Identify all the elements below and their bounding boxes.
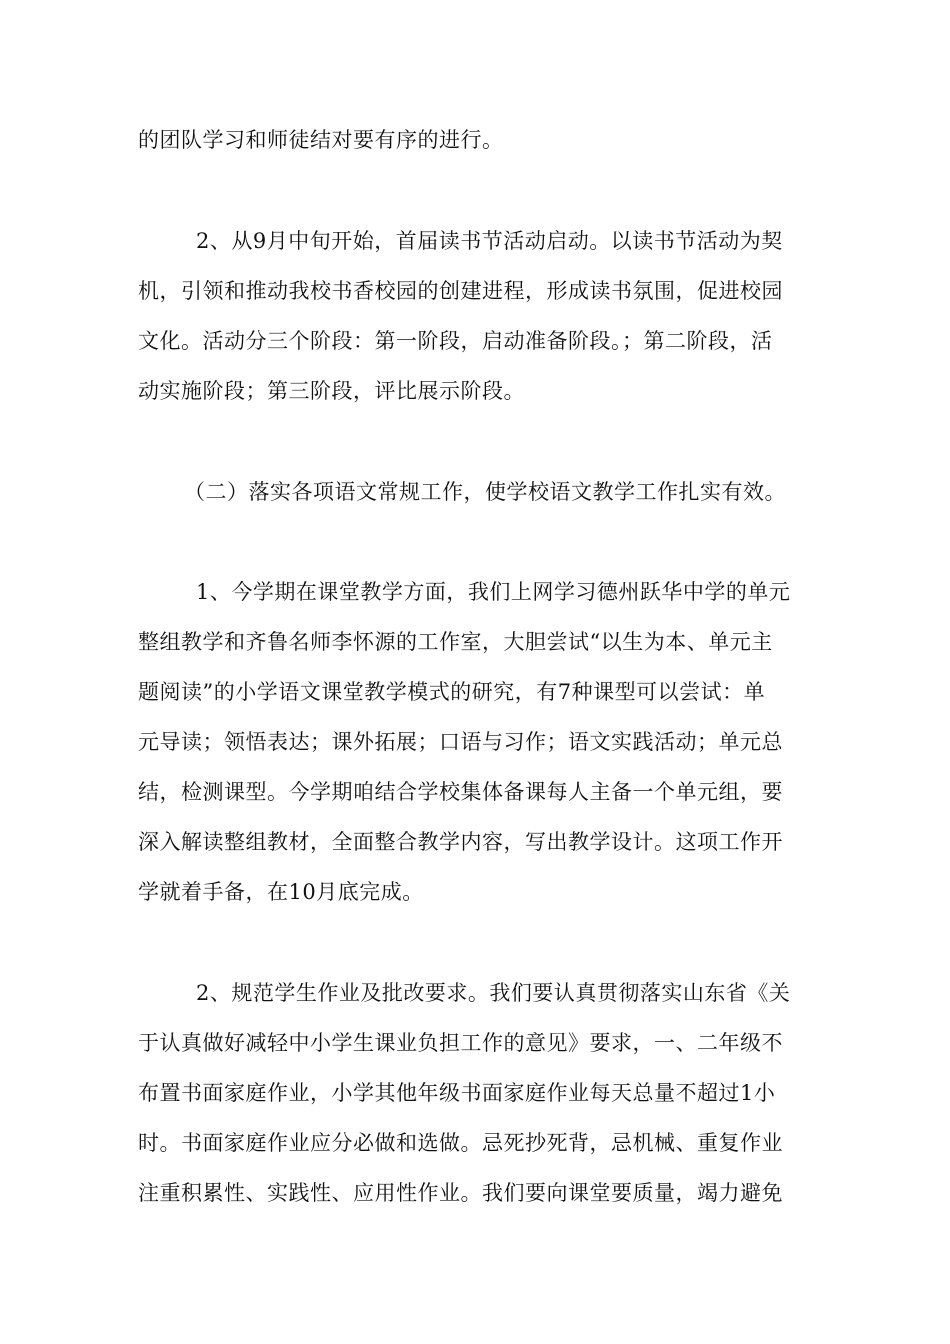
text-line-14: 2、规范学生作业及批改要求。我们要认真贯彻落实山东省《关 xyxy=(196,981,791,1005)
text-line-4: 文化。活动分三个阶段：第一阶段，启动准备阶段。；第二阶段，活 xyxy=(138,329,773,353)
text-line-7: 1、今学期在课堂教学方面，我们上网学习德州跃华中学的单元 xyxy=(196,580,791,604)
text-line-11: 结，检测课型。今学期咱结合学校集体备课每人主备一个单元组，要 xyxy=(138,780,783,804)
text-line-5: 动实施阶段；第三阶段，评比展示阶段。 xyxy=(138,379,525,403)
text-line-10: 元导读；领悟表达；课外拓展；口语与习作；语文实践活动；单元总 xyxy=(138,730,783,754)
text-line-3: 机，引领和推动我校书香校园的创建进程，形成读书氛围，促进校园 xyxy=(138,279,783,303)
text-line-12: 深入解读整组教材，全面整合教学内容，写出教学设计。这项工作开 xyxy=(138,830,783,854)
text-line-1: 的团队学习和师徒结对要有序的进行。 xyxy=(138,128,504,152)
text-line-16: 布置书面家庭作业，小学其他年级书面家庭作业每天总量不超过1小 xyxy=(138,1081,776,1105)
text-line-2: 2、从9月中旬开始，首届读书节活动启动。以读书节活动为契 xyxy=(196,229,783,253)
text-line-8: 整组教学和齐鲁名师李怀源的工作室，大胆尝试“以生为本、单元主 xyxy=(138,630,773,654)
text-line-17: 时。书面家庭作业应分必做和选做。忌死抄死背，忌机械、重复作业 xyxy=(138,1131,783,1155)
text-line-9: 题阅读”的小学语文课堂教学模式的研究，有7种课型可以尝试：单 xyxy=(138,680,766,704)
text-line-15: 于认真做好减轻中小学生课业负担工作的意见》要求，一、二年级不 xyxy=(138,1031,783,1055)
text-line-13: 学就着手备，在10月底完成。 xyxy=(138,880,424,904)
text-line-18: 注重积累性、实践性、应用性作业。我们要向课堂要质量，竭力避免 xyxy=(138,1181,783,1205)
section-heading: （二）落实各项语文常规工作，使学校语文教学工作扎实有效。 xyxy=(184,480,786,504)
